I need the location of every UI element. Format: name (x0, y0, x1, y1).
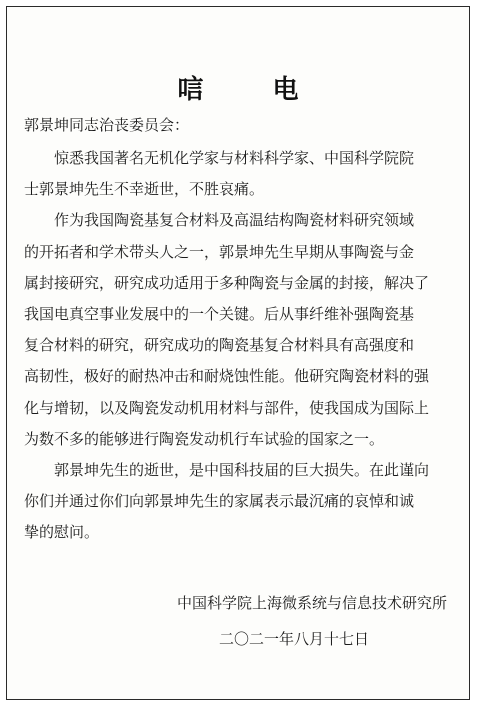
text-line: 为数不多的能够进行陶瓷发动机行车试验的国家之一。 (24, 429, 385, 448)
text-line: 挚的慰问。 (24, 523, 100, 542)
text-line: 你们并通过你们向郭景坤先生的家属表示最沉痛的哀悼和诚 (24, 492, 415, 511)
signature-date: 二〇二一年八月十七日 (218, 630, 369, 648)
text-line: 郭景坤先生的逝世，是中国科技届的巨大损失。在此谨向 (54, 461, 430, 480)
letter-salutation: 郭景坤同志治丧委员会： (24, 116, 190, 134)
text-line: 属封接研究，研究成功适用于多种陶瓷与金属的封接，解决了 (24, 273, 430, 292)
signature-organization: 中国科学院上海微系统与信息技术研究所 (176, 594, 447, 612)
paragraph-biography (24, 205, 456, 455)
condolence-letter (6, 6, 470, 700)
paragraph-condolence (24, 143, 456, 205)
text-line: 高韧性，极好的耐热冲击和耐烧蚀性能。他研究陶瓷材料的强 (24, 367, 430, 386)
letter-body (24, 143, 456, 549)
text-line: 复合材料的研究，研究成功的陶瓷基复合材料具有高强度和 (24, 336, 415, 355)
text-line: 士郭景坤先生不幸逝世，不胜哀痛。 (24, 180, 265, 199)
text-line: 作为我国陶瓷基复合材料及高温结构陶瓷材料研究领域 (54, 211, 415, 230)
text-line: 的开拓者和学术带头人之一，郭景坤先生早期从事陶瓷与金 (24, 242, 415, 261)
letter-title: 唁 电 (177, 75, 329, 105)
text-line: 化与增韧，以及陶瓷发动机用材料与部件，使我国成为国际上 (24, 398, 430, 417)
text-line: 我国电真空事业发展中的一个关键。后从事纤维补强陶瓷基 (24, 305, 415, 324)
paragraph-closing (24, 455, 456, 549)
text-line: 惊悉我国著名无机化学家与材料科学家、中国科学院院 (54, 149, 415, 167)
letter-signature (177, 593, 447, 649)
